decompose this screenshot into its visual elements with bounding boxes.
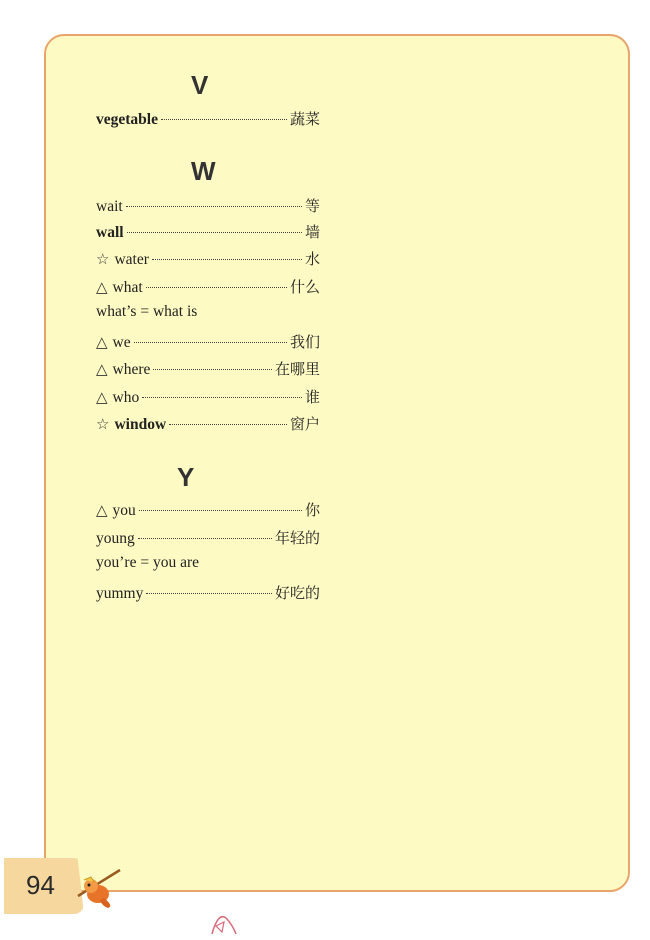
leader-dots: [146, 593, 272, 594]
leader-dots: [161, 119, 287, 120]
entry-word: window: [114, 416, 167, 433]
entry-you: [96, 499, 320, 521]
triangle-icon: △: [96, 360, 108, 378]
entry-translation: 什么: [289, 278, 320, 296]
entry-translation: 蔬菜: [289, 110, 320, 128]
entry-translation: 等: [304, 197, 320, 215]
entry-word: water: [114, 251, 149, 268]
triangle-icon: △: [96, 278, 108, 296]
section-letter-y: Y: [177, 462, 195, 492]
leader-dots: [139, 510, 302, 511]
entry-word: where: [112, 361, 151, 378]
leader-dots: [134, 342, 287, 343]
triangle-icon: △: [96, 333, 108, 351]
entry-translation: 谁: [304, 388, 320, 406]
entry-translation: 在哪里: [274, 360, 320, 378]
leader-dots: [152, 259, 302, 260]
leader-dots: [146, 287, 287, 288]
entry-young: [96, 527, 320, 549]
star-icon: ☆: [96, 250, 110, 268]
entry-word: vegetable: [96, 111, 158, 128]
entry-who: [96, 386, 320, 408]
entry-word: wait: [96, 198, 123, 215]
entry-translation: 好吃的: [274, 584, 320, 602]
entry-word: what: [112, 279, 143, 296]
glossary-page: [44, 34, 630, 892]
leader-dots: [142, 397, 302, 398]
entry-youre-contraction: [96, 554, 199, 576]
leader-dots: [126, 206, 302, 207]
entry-wait: [96, 195, 320, 217]
entry-what: [96, 276, 320, 298]
entry-word: young: [96, 530, 135, 547]
monkey-king-icon: [74, 866, 122, 910]
entry-wall: [96, 221, 320, 243]
entry-word: who: [112, 389, 140, 406]
leader-dots: [138, 538, 272, 539]
page-number: 94: [26, 870, 55, 900]
entry-vegetable: [96, 108, 320, 130]
leader-dots: [127, 232, 302, 233]
contraction-text: you’re = you are: [96, 554, 199, 571]
leader-dots: [169, 424, 287, 425]
entry-where: [96, 358, 320, 380]
entry-translation: 墙: [304, 223, 320, 241]
entry-we: [96, 331, 320, 353]
red-stamp-icon: [208, 908, 240, 938]
section-letter-v: V: [191, 70, 209, 100]
entry-whats-contraction: [96, 303, 197, 325]
entry-word: yummy: [96, 585, 144, 602]
triangle-icon: △: [96, 388, 108, 406]
entry-translation: 年轻的: [274, 529, 320, 547]
leader-dots: [153, 369, 272, 370]
entry-translation: 窗户: [289, 415, 320, 433]
entry-translation: 水: [304, 250, 320, 268]
entry-yummy: [96, 582, 320, 604]
entry-word: we: [112, 334, 131, 351]
entry-word: you: [112, 502, 136, 519]
star-icon: ☆: [96, 415, 110, 433]
entry-word: wall: [96, 224, 124, 241]
entry-translation: 你: [304, 501, 320, 519]
entry-window: [96, 413, 320, 435]
entry-translation: 我们: [289, 333, 320, 351]
triangle-icon: △: [96, 501, 108, 519]
entry-water: [96, 248, 320, 270]
section-letter-w: W: [191, 156, 216, 186]
contraction-text: what’s = what is: [96, 303, 198, 320]
